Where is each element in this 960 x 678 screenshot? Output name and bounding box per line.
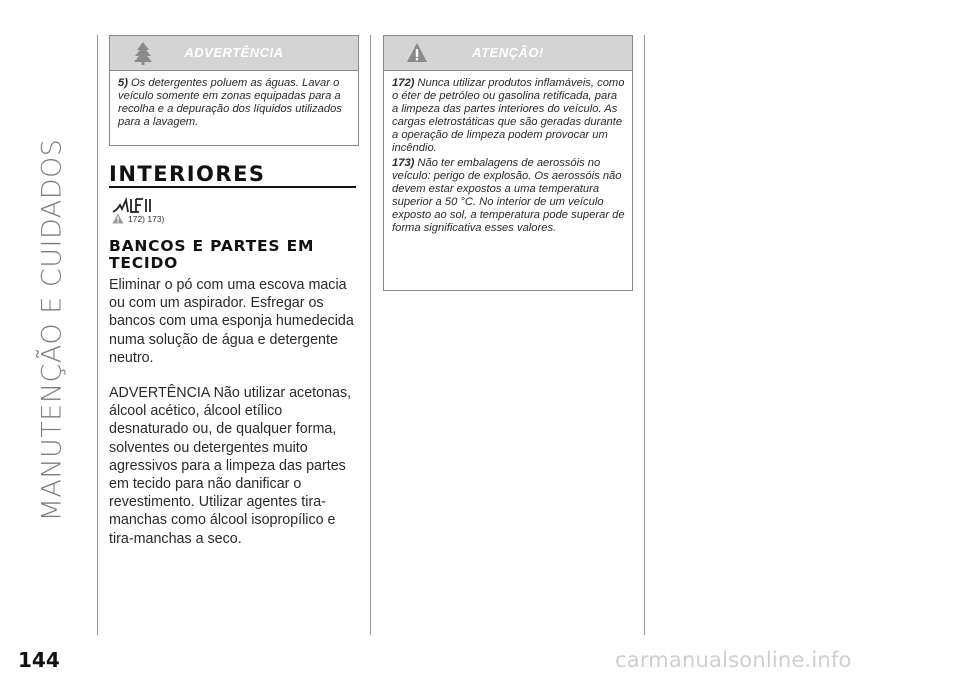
- warning-ref: 5): [118, 77, 128, 89]
- paragraph-cleaning: Eliminar o pó com uma escova macia ou com um aspirador. Esfregar os bancos com uma esponja humedecida numa solução de água e detergente neutro.: [109, 277, 354, 366]
- warning-triangle-icon: [406, 41, 428, 65]
- warning-text: Nunca utilizar produtos inflamáveis, como o éter de petróleo ou gasolina retificada, para a limpeza das partes interiores do veículo. As cargas eletrostáticas que são geradas durante a operação de limpeza podem provocar um incêndio.: [392, 77, 625, 154]
- column-divider-right: [644, 35, 645, 635]
- attention-warning-body: [384, 71, 632, 243]
- attention-warning-box: [383, 35, 633, 291]
- chapter-title: MANUTENÇÃO E CUIDADOS: [36, 138, 68, 522]
- environment-warning-header: [110, 36, 358, 71]
- environment-warning-body: [110, 71, 358, 137]
- warning-ref: 172): [392, 77, 415, 89]
- page-number: 144: [18, 648, 60, 672]
- subsection-title: BANCOS E PARTES EM TECIDO: [109, 237, 315, 272]
- warning-item: [118, 77, 351, 129]
- warning-item: [392, 77, 625, 155]
- warning-ref: 173): [392, 157, 415, 169]
- environment-warning-box: [109, 35, 359, 146]
- warning-triangle-icon: [112, 213, 124, 224]
- attention-warning-header: [384, 36, 632, 71]
- watermark: carmanualsonline.info: [615, 648, 852, 672]
- environment-warning-title: ADVERTÊNCIA: [184, 45, 284, 60]
- tree-icon: [132, 41, 154, 65]
- warning-references: [112, 213, 164, 224]
- warning-refs-text: 172) 173): [128, 213, 165, 224]
- paragraph-advertencia: ADVERTÊNCIA Não utilizar acetonas, álcool acético, álcool etílico desnaturado ou, de qualquer forma, solventes ou detergentes muito agressivos para a limpeza das partes em tecido para não danificar o revestimento. Utilizar agentes tira-manchas como álcool isopropílico e tira-manchas a seco.: [109, 385, 352, 547]
- column-divider-middle: [370, 35, 371, 635]
- warning-item: [392, 157, 625, 235]
- warning-text: Os detergentes poluem as águas. Lavar o veículo somente em zonas equipadas para a recolha e a depuração dos líquidos utilizados para a lavagem.: [118, 77, 342, 128]
- seat-icon: [111, 196, 155, 214]
- attention-warning-title: ATENÇÃO!: [472, 45, 544, 60]
- section-rule: [109, 186, 356, 188]
- section-title: INTERIORES: [109, 162, 266, 186]
- warning-text: Não ter embalagens de aerossóis no veículo: perigo de explosão. Os aerossóis não devem estar expostos a uma temperatura superior a 50 °C. No interior de um veículo exposto ao sol, a temperatura pode superar de forma significativa esses valores.: [392, 157, 625, 234]
- column-divider-left: [97, 35, 98, 635]
